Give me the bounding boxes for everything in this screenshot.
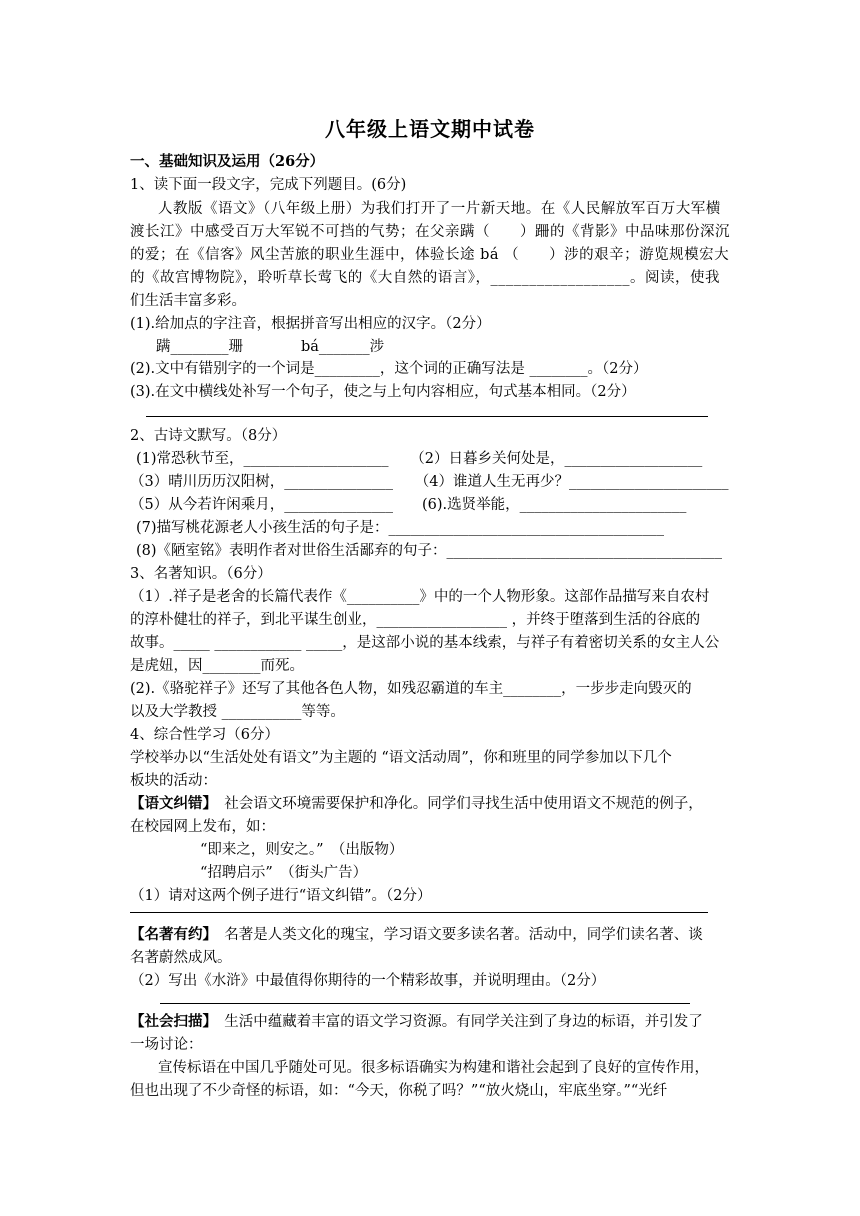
block-social-scan (130, 1011, 703, 1033)
q1-passage-line: 的爱；在《信客》风尘苦旅的职业生涯中，体验长途 bá （ ）涉的艰辛；游览规模宏大 (130, 247, 730, 263)
q3-line[interactable]: 以及大学教授 ___________等等。 (130, 704, 345, 720)
q2-heading: 2、古诗文默写。（8分） (130, 428, 287, 444)
block-text: 社会语文环境需要保护和净化。同学们寻找生活中使用语文不规范的例子， (209, 796, 703, 812)
q3-line[interactable]: （1）.祥子是老舍的长篇代表作《__________》中的一个人物形象。这部作品描写来自农村 (130, 589, 710, 605)
q1-sub1-answer[interactable]: 蹒________珊 bá_______涉 (156, 339, 385, 355)
block-question: （1）请对这两个例子进行“语文纠错”。（2分） (130, 888, 432, 904)
block-text: 但也出现了不少奇怪的标语，如：“今天，你税了吗？”“放火烧山，牢底坐穿。”“光纤 (130, 1083, 668, 1099)
block-text: 名著是人类文化的瑰宝，学习语文要多读名著。活动中，同学们读名著、谈 (209, 927, 703, 943)
q3-heading: 3、名著知识。（6分） (130, 566, 272, 582)
q1-passage-line: 人教版《语文》（八年级上册）为我们打开了一片新天地。在《人民解放军百万大军横 (158, 201, 721, 217)
poem-line[interactable]: (8)《陋室铭》表明作者对世俗生活鄙弃的句子：______________________________________ (136, 543, 723, 559)
block-tag: 【语文纠错】 (130, 795, 210, 812)
q1-passage-line: 们生活丰富多彩。 (130, 293, 246, 309)
section-heading: 一、基础知识及运用（26分） (130, 153, 325, 170)
page-title: 八年级上语文期中试卷 (325, 117, 535, 141)
answer-line[interactable] (130, 912, 708, 913)
block-language-correction (130, 793, 703, 815)
q3-line[interactable]: 是虎妞，因________而死。 (130, 658, 304, 674)
block-text: 在校园网上发布，如： (130, 819, 275, 835)
block-text: 一场讨论： (130, 1037, 203, 1053)
q3-line[interactable]: (2).《骆驼祥子》还写了其他各色人物，如残忍霸道的车主________，一步步走向毁灭的 (130, 681, 692, 697)
block-text: 生活中蕴藏着丰富的语文学习资源。有同学关注到了身边的标语，并引发了 (209, 1014, 703, 1030)
poem-line[interactable]: （5）从今若许闲乘月，_______________ (6).选贤举能，_______________________ (130, 497, 687, 513)
answer-line[interactable] (160, 1003, 690, 1004)
block-text: 宣传标语在中国几乎随处可见。很多标语确实为构建和谐社会起到了良好的宣传作用， (158, 1060, 709, 1076)
answer-line[interactable] (146, 416, 708, 417)
q1-sub3: (3).在文中横线处补写一个句子，使之与上句内容相应，句式基本相同。（2分） (130, 384, 636, 400)
q1-sub2: (2).文中有错别字的一个词是_________，这个词的正确写法是 ________。（2分） (130, 361, 648, 377)
block-tag: 【名著有约】 (130, 926, 210, 943)
q1-passage-line: 渡长江》中感受百万大军锐不可挡的气势；在父亲蹒（ ）跚的《背影》中品味那份深沉 (130, 224, 730, 240)
block-question: （2）写出《水浒》中最值得你期待的一个精彩故事，并说明理由。（2分） (130, 973, 606, 989)
poem-line[interactable]: （3）晴川历历汉阳树，_______________ （4）谁道人生无再少？______________________ (130, 474, 729, 490)
q1-heading: 1、读下面一段文字，完成下列题目。(6分) (130, 177, 407, 193)
q3-line[interactable]: 的淳朴健壮的祥子，到北平谋生创业，__________________ ，并终于堕落到生活的谷底的 (130, 612, 701, 628)
q4-intro-line: 学校举办以“生活处处有语文”为主题的 “语文活动周”，你和班里的同学参加以下几个 (130, 750, 672, 766)
example-item: “招聘启示” （街头广告） (200, 865, 368, 881)
block-classics (130, 924, 703, 946)
poem-line[interactable]: (7)描写桃花源老人小孩生活的句子是：______________________________________ (136, 520, 665, 536)
q4-heading: 4、综合性学习（6分） (130, 727, 279, 743)
q4-intro-line: 板块的活动： (130, 773, 217, 789)
q1-sub1: (1).给加点的字注音，根据拼音写出相应的汉字。（2分） (130, 316, 491, 332)
q1-passage-line: 的《故宫博物院》，聆听草长莺飞的《大自然的语言》，__________________。阅读，使我 (130, 270, 720, 286)
block-tag: 【社会扫描】 (130, 1013, 210, 1030)
poem-line[interactable]: (1)常恐秋节至，____________________ （2）日暮乡关何处是，___________________ (136, 451, 703, 467)
example-item: “即来之，则安之。” （出版物） (200, 842, 404, 858)
block-text: 名著蔚然成风。 (130, 950, 232, 966)
q3-line[interactable]: 故事。_____ ____________ _____，是这部小说的基本线索，与祥子有着密切关系的女主人公 (130, 635, 720, 651)
